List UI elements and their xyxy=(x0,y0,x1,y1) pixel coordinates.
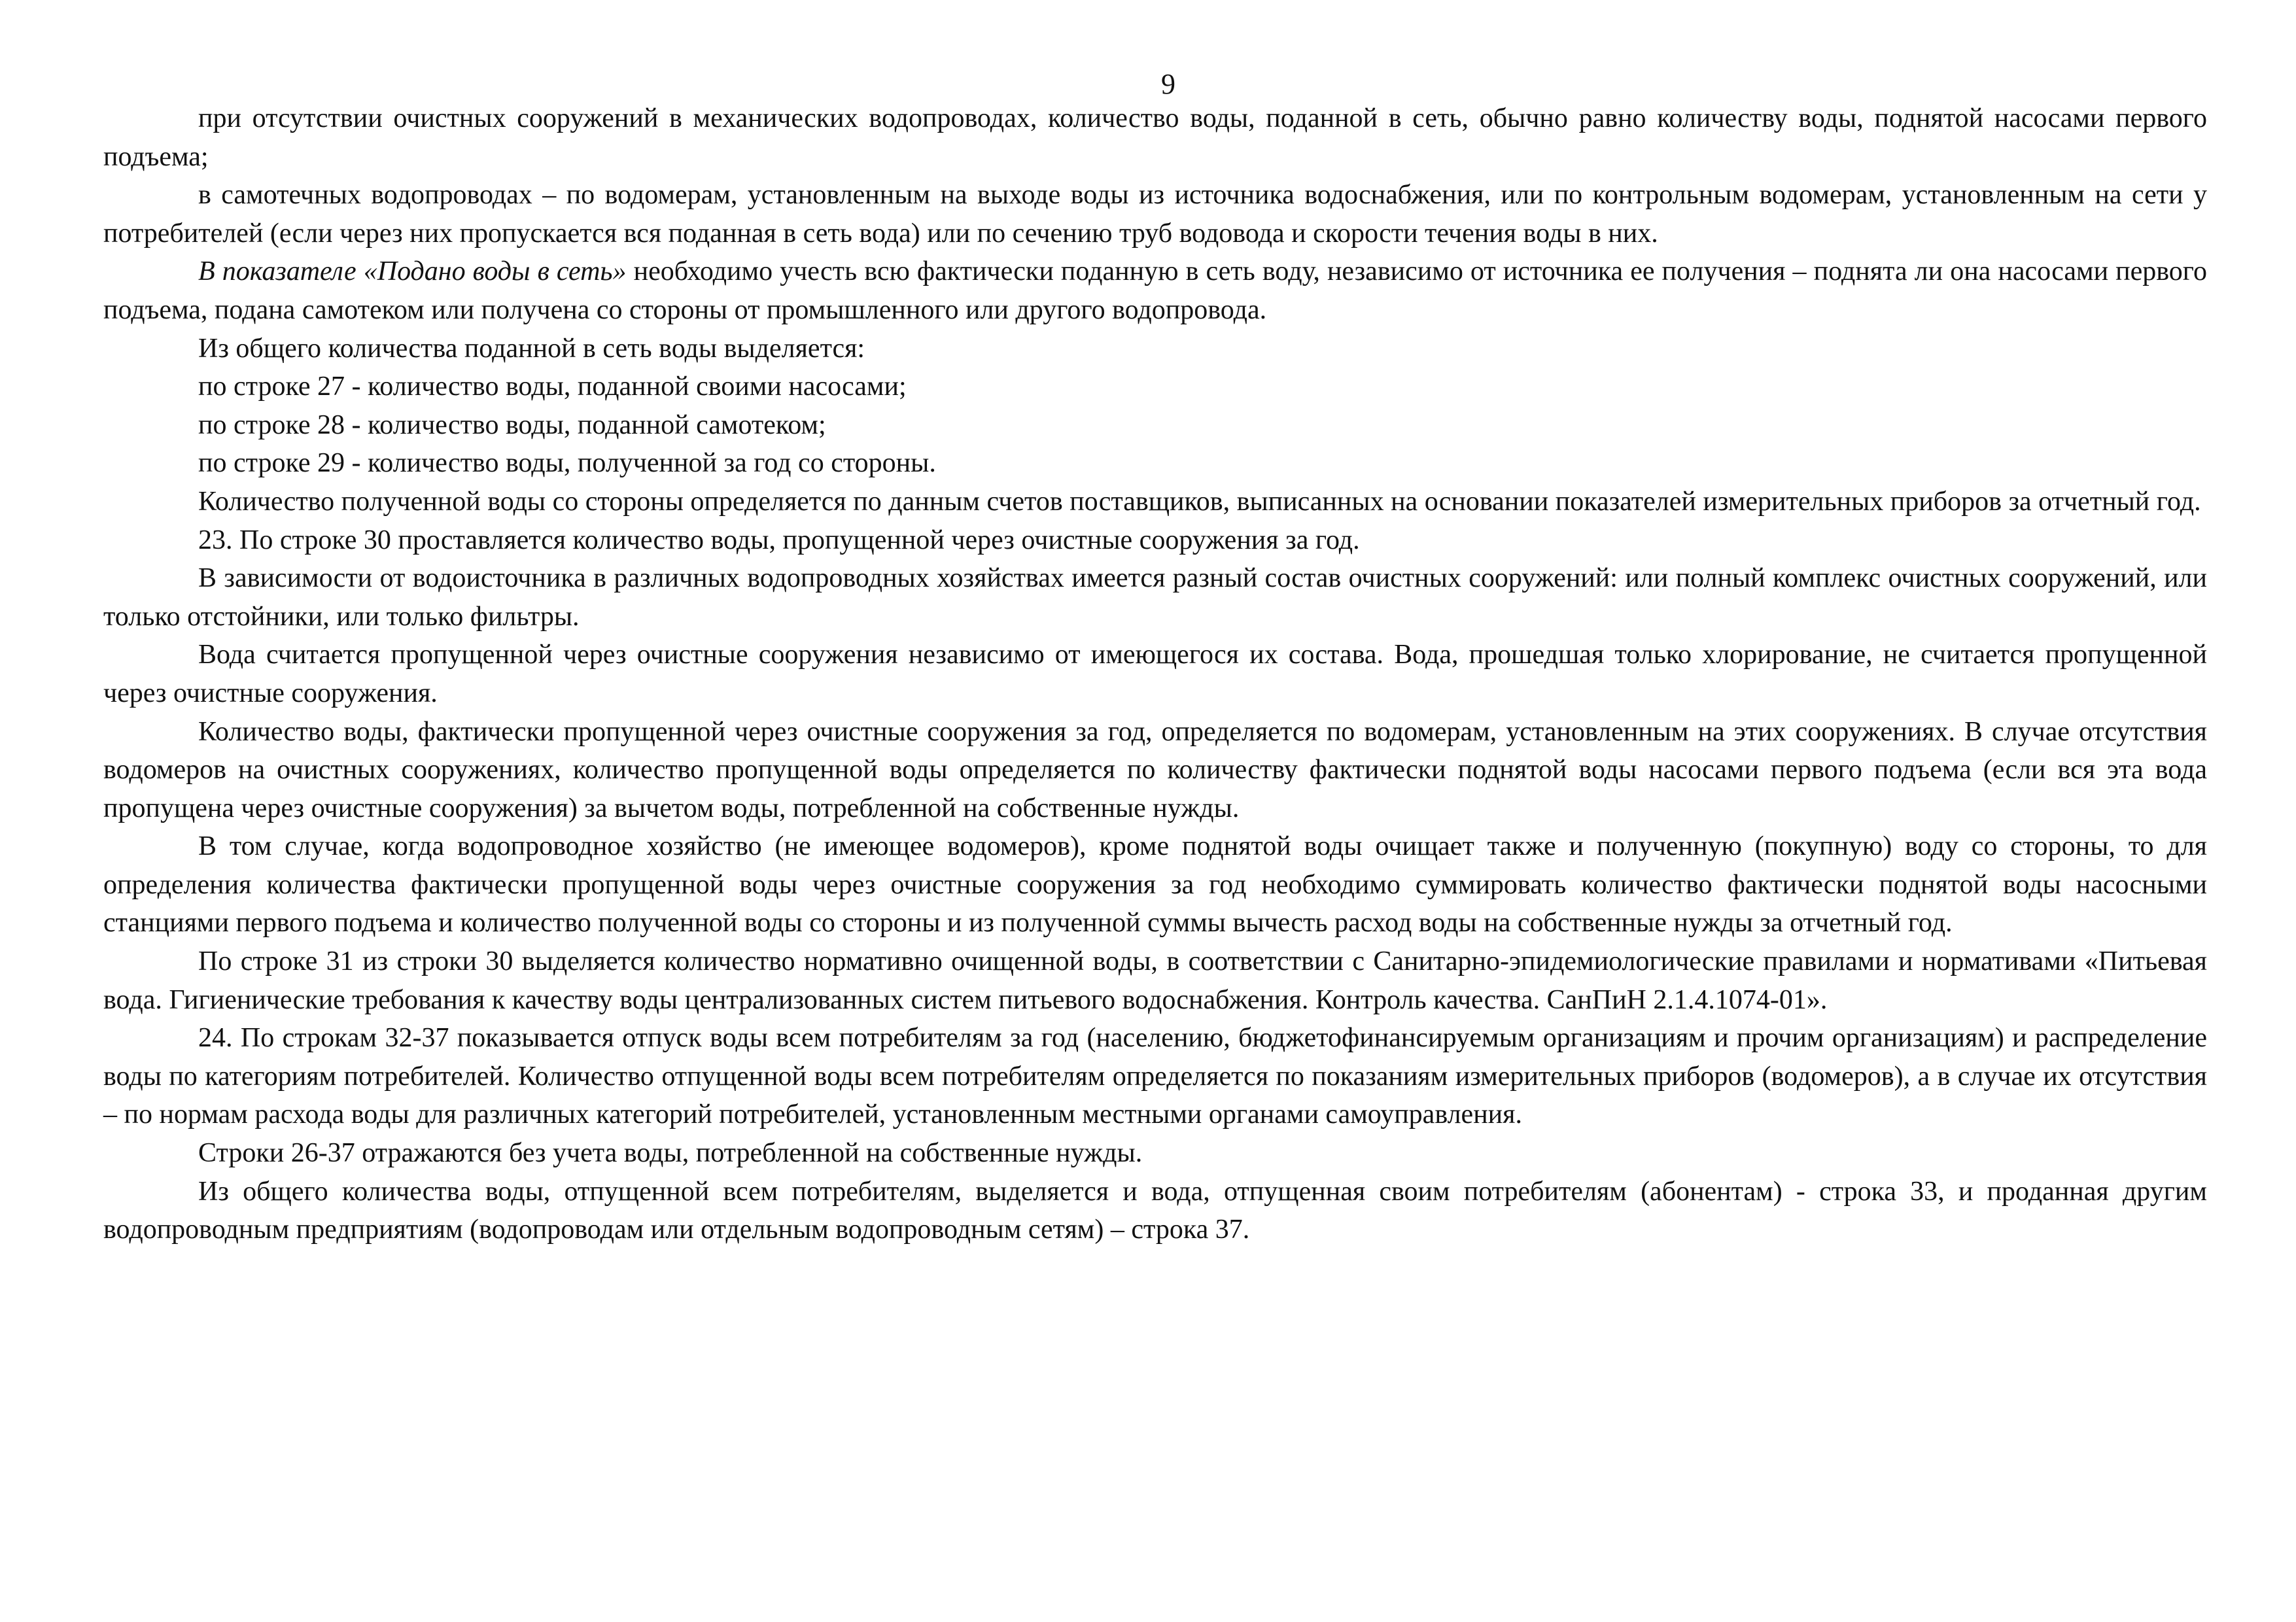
paragraph-17 xyxy=(103,1173,2207,1249)
paragraph-1 xyxy=(103,99,2207,176)
paragraph-5 xyxy=(103,368,2207,406)
paragraph-italic-lead: В показателе «Подано воды в сеть» xyxy=(198,256,627,287)
paragraph-text: по строке 27 - количество воды, поданной своими насосами; xyxy=(198,371,907,402)
paragraph-3 xyxy=(103,252,2207,329)
paragraph-13 xyxy=(103,827,2207,942)
paragraph-text: В том случае, когда водопроводное хозяйство (не имеющее водомеров), кроме поднятой воды очищает также и полученную (покупную) воду со стороны, то для определения количества фактически пропущенной воды через очистные сооружения за год необходимо суммировать количество фактически поднятой воды насосными станциями первого подъема и количество полученной воды со стороны и из полученной суммы вычесть расход воды на собственные нужды за отчетный год. xyxy=(103,831,2207,939)
paragraph-text: Из общего количества воды, отпущенной всем потребителям, выделяется и вода, отпущенная своим потребителям (абонентам) - строка 33, и проданная другим водопроводным предприятиям (водопроводам или отдельным водопроводным сетям) – строка 37. xyxy=(103,1176,2207,1245)
paragraph-text: по строке 29 - количество воды, полученной за год со стороны. xyxy=(198,448,936,479)
paragraph-9 xyxy=(103,521,2207,560)
paragraph-text: Вода считается пропущенной через очистные сооружения независимо от имеющегося их состава. Вода, прошедшая только хлорирование, не считается пропущенной через очистные сооружения. xyxy=(103,640,2207,708)
paragraph-8 xyxy=(103,483,2207,521)
paragraph-text: необходимо учесть всю фактически поданную в сеть воду, независимо от источника ее получения – поднята ли она насосами первого подъема, подана самотеком или получена со стороны от промышленного или другого водопровода. xyxy=(103,256,2207,325)
paragraph-text: при отсутствии очистных сооружений в механических водопроводах, количество воды, поданной в сеть, обычно равно количеству воды, поднятой насосами первого подъема; xyxy=(103,103,2207,172)
paragraph-15 xyxy=(103,1019,2207,1134)
paragraph-text: 23. По строке 30 проставляется количество воды, пропущенной через очистные сооружения за год. xyxy=(198,525,1360,555)
paragraph-text: 24. По строкам 32-37 показывается отпуск воды всем потребителям за год (населению, бюджетофинансируемым организациям и прочим организациям) и распределение воды по категориям потребителей. Количество отпущенной воды всем потребителям определяется по показаниям измерительных приборов (водомеров), а в случае их отсутствия – по нормам расхода воды для различных категорий потребителей, установленным местными органами самоуправления. xyxy=(103,1023,2207,1130)
document-page xyxy=(103,65,2207,1249)
paragraph-6 xyxy=(103,406,2207,445)
paragraph-4 xyxy=(103,330,2207,368)
paragraph-text: по строке 28 - количество воды, поданной самотеком; xyxy=(198,409,826,440)
paragraph-14 xyxy=(103,942,2207,1019)
paragraph-text: По строке 31 из строки 30 выделяется количество нормативно очищенной воды, в соответствии с Санитарно-эпидемиологические правилами и нормативами «Питьевая вода. Гигиенические требования к качеству воды централизованных систем питьевого водоснабжения. Контроль качества. СанПиН 2.1.4.1074-01». xyxy=(103,946,2207,1015)
paragraph-12 xyxy=(103,713,2207,828)
paragraph-11 xyxy=(103,636,2207,712)
paragraph-16 xyxy=(103,1134,2207,1173)
paragraph-10 xyxy=(103,559,2207,636)
paragraph-text: Строки 26-37 отражаются без учета воды, потребленной на собственные нужды. xyxy=(198,1138,1143,1169)
paragraph-text: В зависимости от водоисточника в различных водопроводных хозяйствах имеется разный состав очистных сооружений: или полный комплекс очистных сооружений, или только отстойники, или только фильтры. xyxy=(103,563,2207,632)
paragraph-text: Количество полученной воды со стороны определяется по данным счетов поставщиков, выписанных на основании показателей измерительных приборов за отчетный год. xyxy=(198,486,2201,517)
page-number: 9 xyxy=(1161,68,1175,100)
paragraph-text: в самотечных водопроводах – по водомерам, установленным на выходе воды из источника водоснабжения, или по контрольным водомерам, установленным на сети у потребителей (если через них пропускается вся поданная в сеть вода) или по сечению труб водовода и скорости течения воды в них. xyxy=(103,180,2207,249)
paragraph-2 xyxy=(103,176,2207,252)
paragraph-text: Количество воды, фактически пропущенной через очистные сооружения за год, определяется по водомерам, установленным на этих сооружениях. В случае отсутствия водомеров на очистных сооружениях, количество пропущенной воды определяется по количеству фактически поднятой воды насосами первого подъема (если вся эта вода пропущена через очистные сооружения) за вычетом воды, потребленной на собственные нужды. xyxy=(103,716,2207,823)
paragraph-text: Из общего количества поданной в сеть воды выделяется: xyxy=(198,333,865,364)
paragraph-7 xyxy=(103,444,2207,483)
